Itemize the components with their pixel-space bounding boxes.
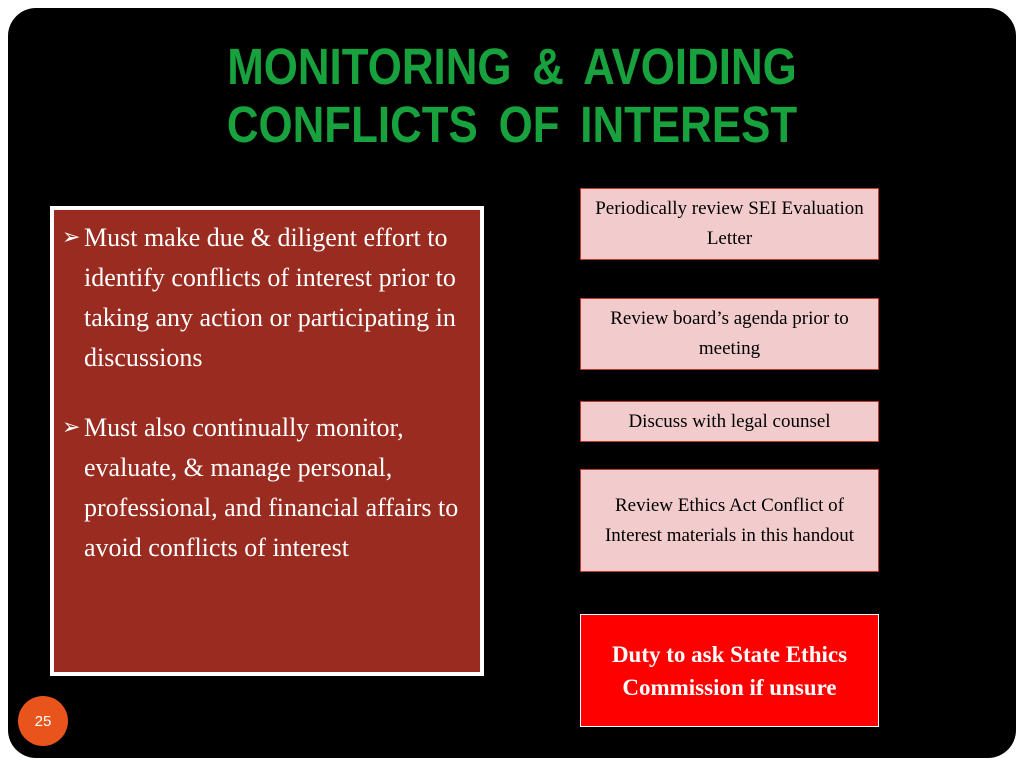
bullet-text: Must also continually monitor, evaluate, & manage personal, professional, and financial affairs to avoid conflicts of interest	[84, 413, 459, 562]
slide	[8, 8, 1016, 758]
title-line-1: MONITORING & AVOIDING	[227, 38, 797, 95]
bullet-panel	[50, 206, 484, 676]
step-box-legal-counsel: Discuss with legal counsel	[580, 401, 879, 442]
page-number-badge: 25	[18, 696, 68, 746]
slide-title	[79, 38, 946, 154]
arrow-bullet-icon: ➢	[62, 415, 81, 440]
title-line-2: CONFLICTS OF INTEREST	[226, 96, 798, 153]
bullet-item	[62, 218, 470, 378]
arrow-bullet-icon: ➢	[62, 225, 81, 250]
step-box-review-sei-letter: Periodically review SEI Evaluation Letter	[580, 188, 879, 260]
step-box-ethics-act-materials: Review Ethics Act Conflict of Interest materials in this handout	[580, 469, 879, 572]
step-box-review-agenda: Review board’s agenda prior to meeting	[580, 298, 879, 370]
duty-callout: Duty to ask State Ethics Commission if unsure	[580, 614, 879, 727]
bullet-item	[62, 408, 470, 568]
bullet-text: Must make due & diligent effort to identify conflicts of interest prior to taking any action or participating in discussions	[84, 223, 456, 372]
